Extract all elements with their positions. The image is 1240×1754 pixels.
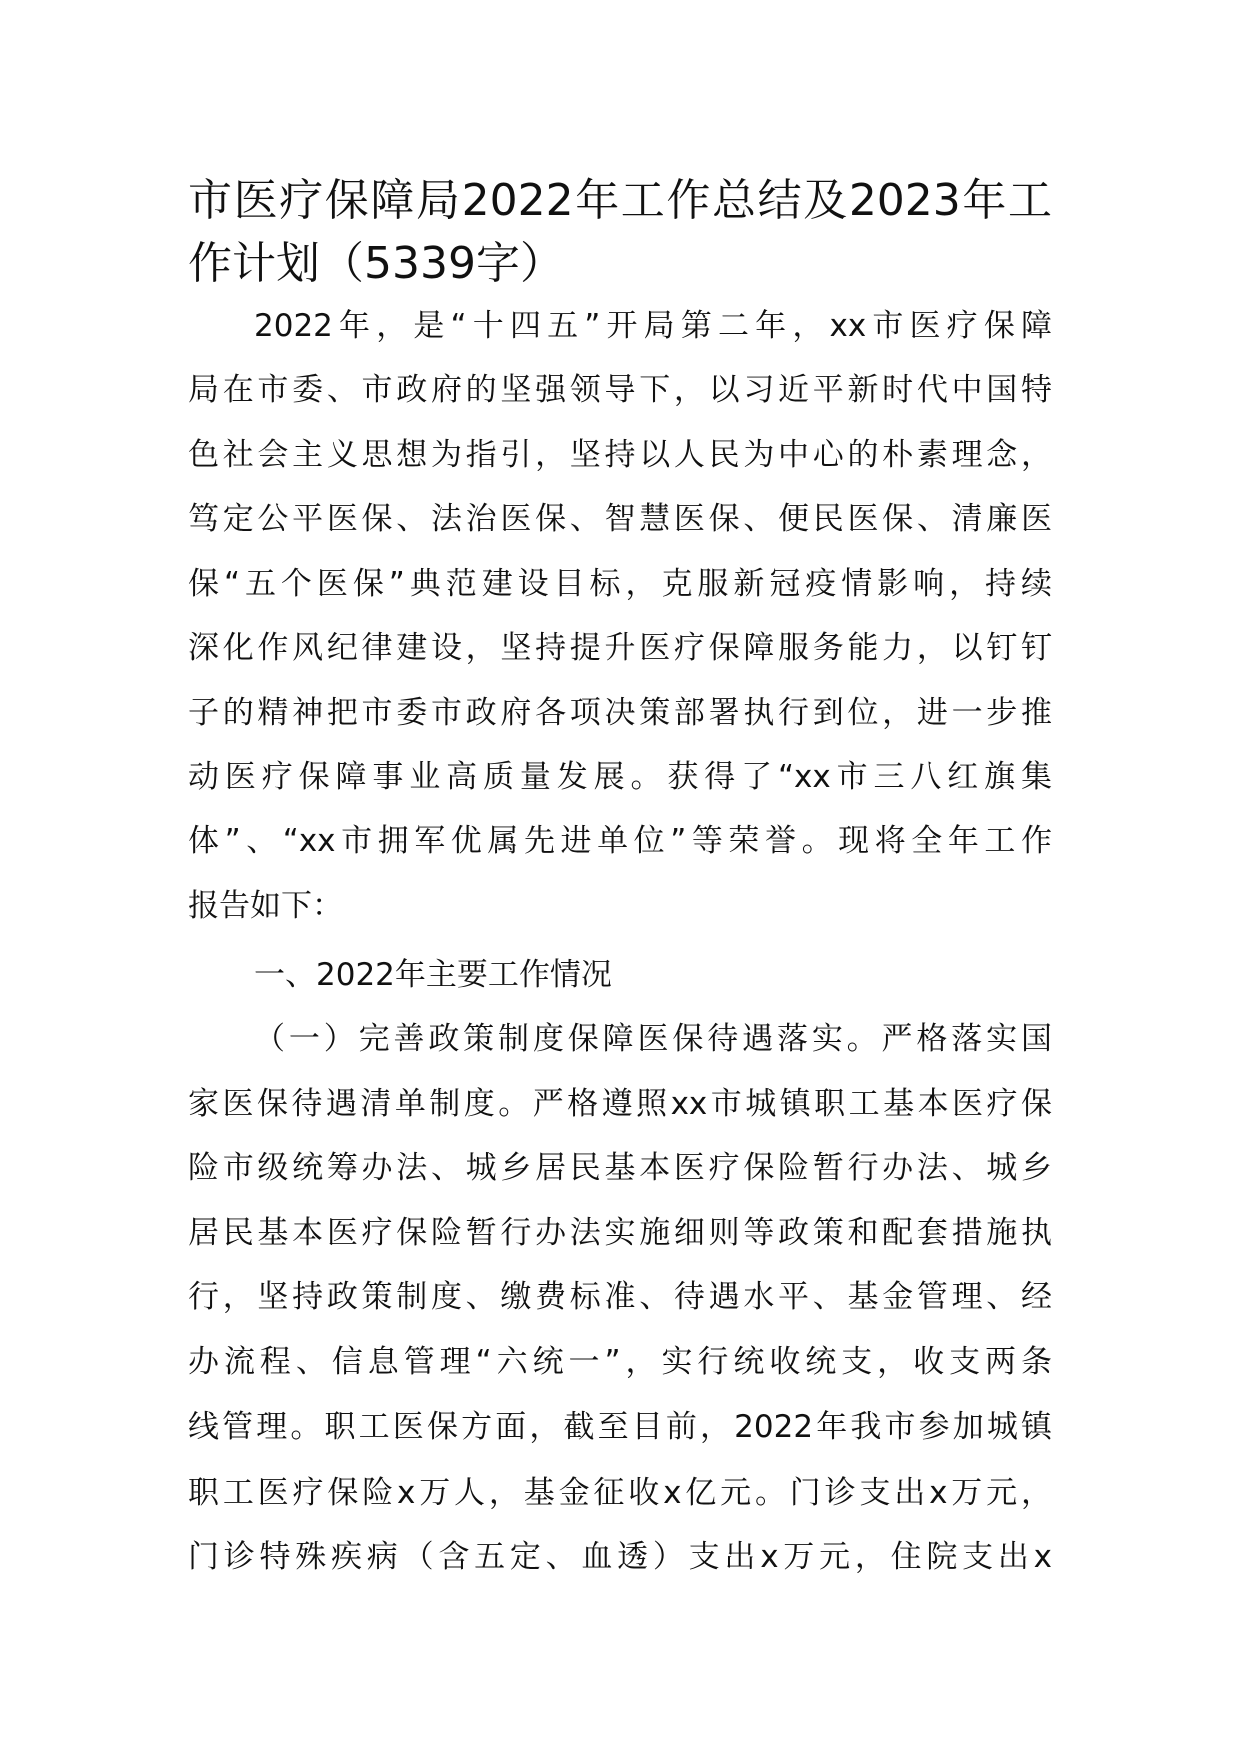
section-heading: 一、2022年主要工作情况: [254, 957, 612, 993]
paragraph-line: 局在市委、市政府的坚强领导下，以习近平新时代中国特: [188, 372, 1052, 408]
paragraph-line: （一）完善政策制度保障医保待遇落实。严格落实国: [254, 1021, 1052, 1057]
document-title-line-1: 市医疗保障局2022年工作总结及2023年工: [188, 175, 1052, 226]
paragraph-line: 2022年，是“十四五”开局第二年，xx市医疗保障: [254, 308, 1052, 344]
paragraph-line: 线管理。职工医保方面，截至目前，2022年我市参加城镇: [188, 1409, 1052, 1445]
paragraph-line: 家医保待遇清单制度。严格遵照xx市城镇职工基本医疗保: [188, 1086, 1052, 1122]
paragraph-line: 行，坚持政策制度、缴费标准、待遇水平、基金管理、经: [188, 1279, 1052, 1315]
paragraph-line: 体”、“xx市拥军优属先进单位”等荣誉。现将全年工作: [188, 823, 1052, 859]
paragraph-line: 色社会主义思想为指引，坚持以人民为中心的朴素理念，: [188, 437, 1052, 473]
paragraph-line: 险市级统筹办法、城乡居民基本医疗保险暂行办法、城乡: [188, 1150, 1052, 1186]
paragraph-line: 职工医疗保险x万人，基金征收x亿元。门诊支出x万元，: [188, 1475, 1052, 1511]
paragraph-line: 报告如下：: [188, 888, 343, 924]
paragraph-line: 动医疗保障事业高质量发展。获得了“xx市三八红旗集: [188, 759, 1052, 795]
paragraph-line: 办流程、信息管理“六统一”，实行统收统支，收支两条: [188, 1344, 1052, 1380]
paragraph-line: 子的精神把市委市政府各项决策部署执行到位，进一步推: [188, 695, 1052, 731]
paragraph-line: 笃定公平医保、法治医保、智慧医保、便民医保、清廉医: [188, 501, 1052, 537]
paragraph-line: 深化作风纪律建设，坚持提升医疗保障服务能力，以钉钉: [188, 630, 1052, 666]
paragraph-line: 门诊特殊疾病（含五定、血透）支出x万元，住院支出x: [188, 1539, 1052, 1575]
paragraph-line: 保“五个医保”典范建设目标，克服新冠疫情影响，持续: [188, 566, 1052, 602]
document-title-line-2: 作计划（5339字）: [188, 238, 564, 289]
paragraph-line: 居民基本医疗保险暂行办法实施细则等政策和配套措施执: [188, 1215, 1052, 1251]
